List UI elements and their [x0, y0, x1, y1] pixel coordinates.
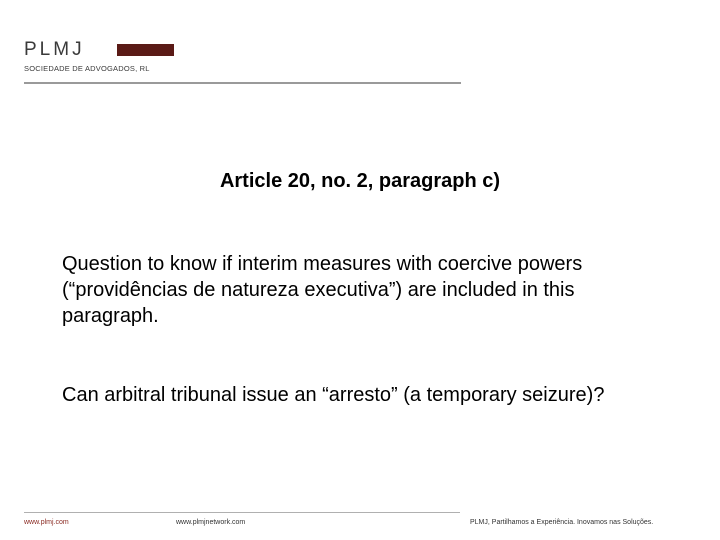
slide-paragraph-arresto: Can arbitral tribunal issue an “arresto” (a temporary seizure)?: [62, 384, 605, 406]
footer-website-link[interactable]: www.plmj.com: [24, 519, 69, 526]
footer-network-link[interactable]: www.plmjnetwork.com: [176, 519, 246, 526]
slide-title: Article 20, no. 2, paragraph c): [219, 170, 501, 192]
logo-wordmark: PLMJ: [24, 39, 85, 60]
logo-tagline: SOCIEDADE DE ADVOGADOS, RL: [24, 64, 150, 73]
slide-paragraph-question: Question to know if interim measures with coercive powers (“providências de natureza executiva”) are included in this paragraph.: [62, 253, 583, 327]
logo-accent-bar: [117, 44, 174, 56]
header-divider: [24, 82, 461, 84]
footer-slogan: PLMJ, Partilhamos a Experiência. Inovamos nas Soluções.: [470, 519, 654, 526]
footer-divider: [24, 512, 460, 513]
